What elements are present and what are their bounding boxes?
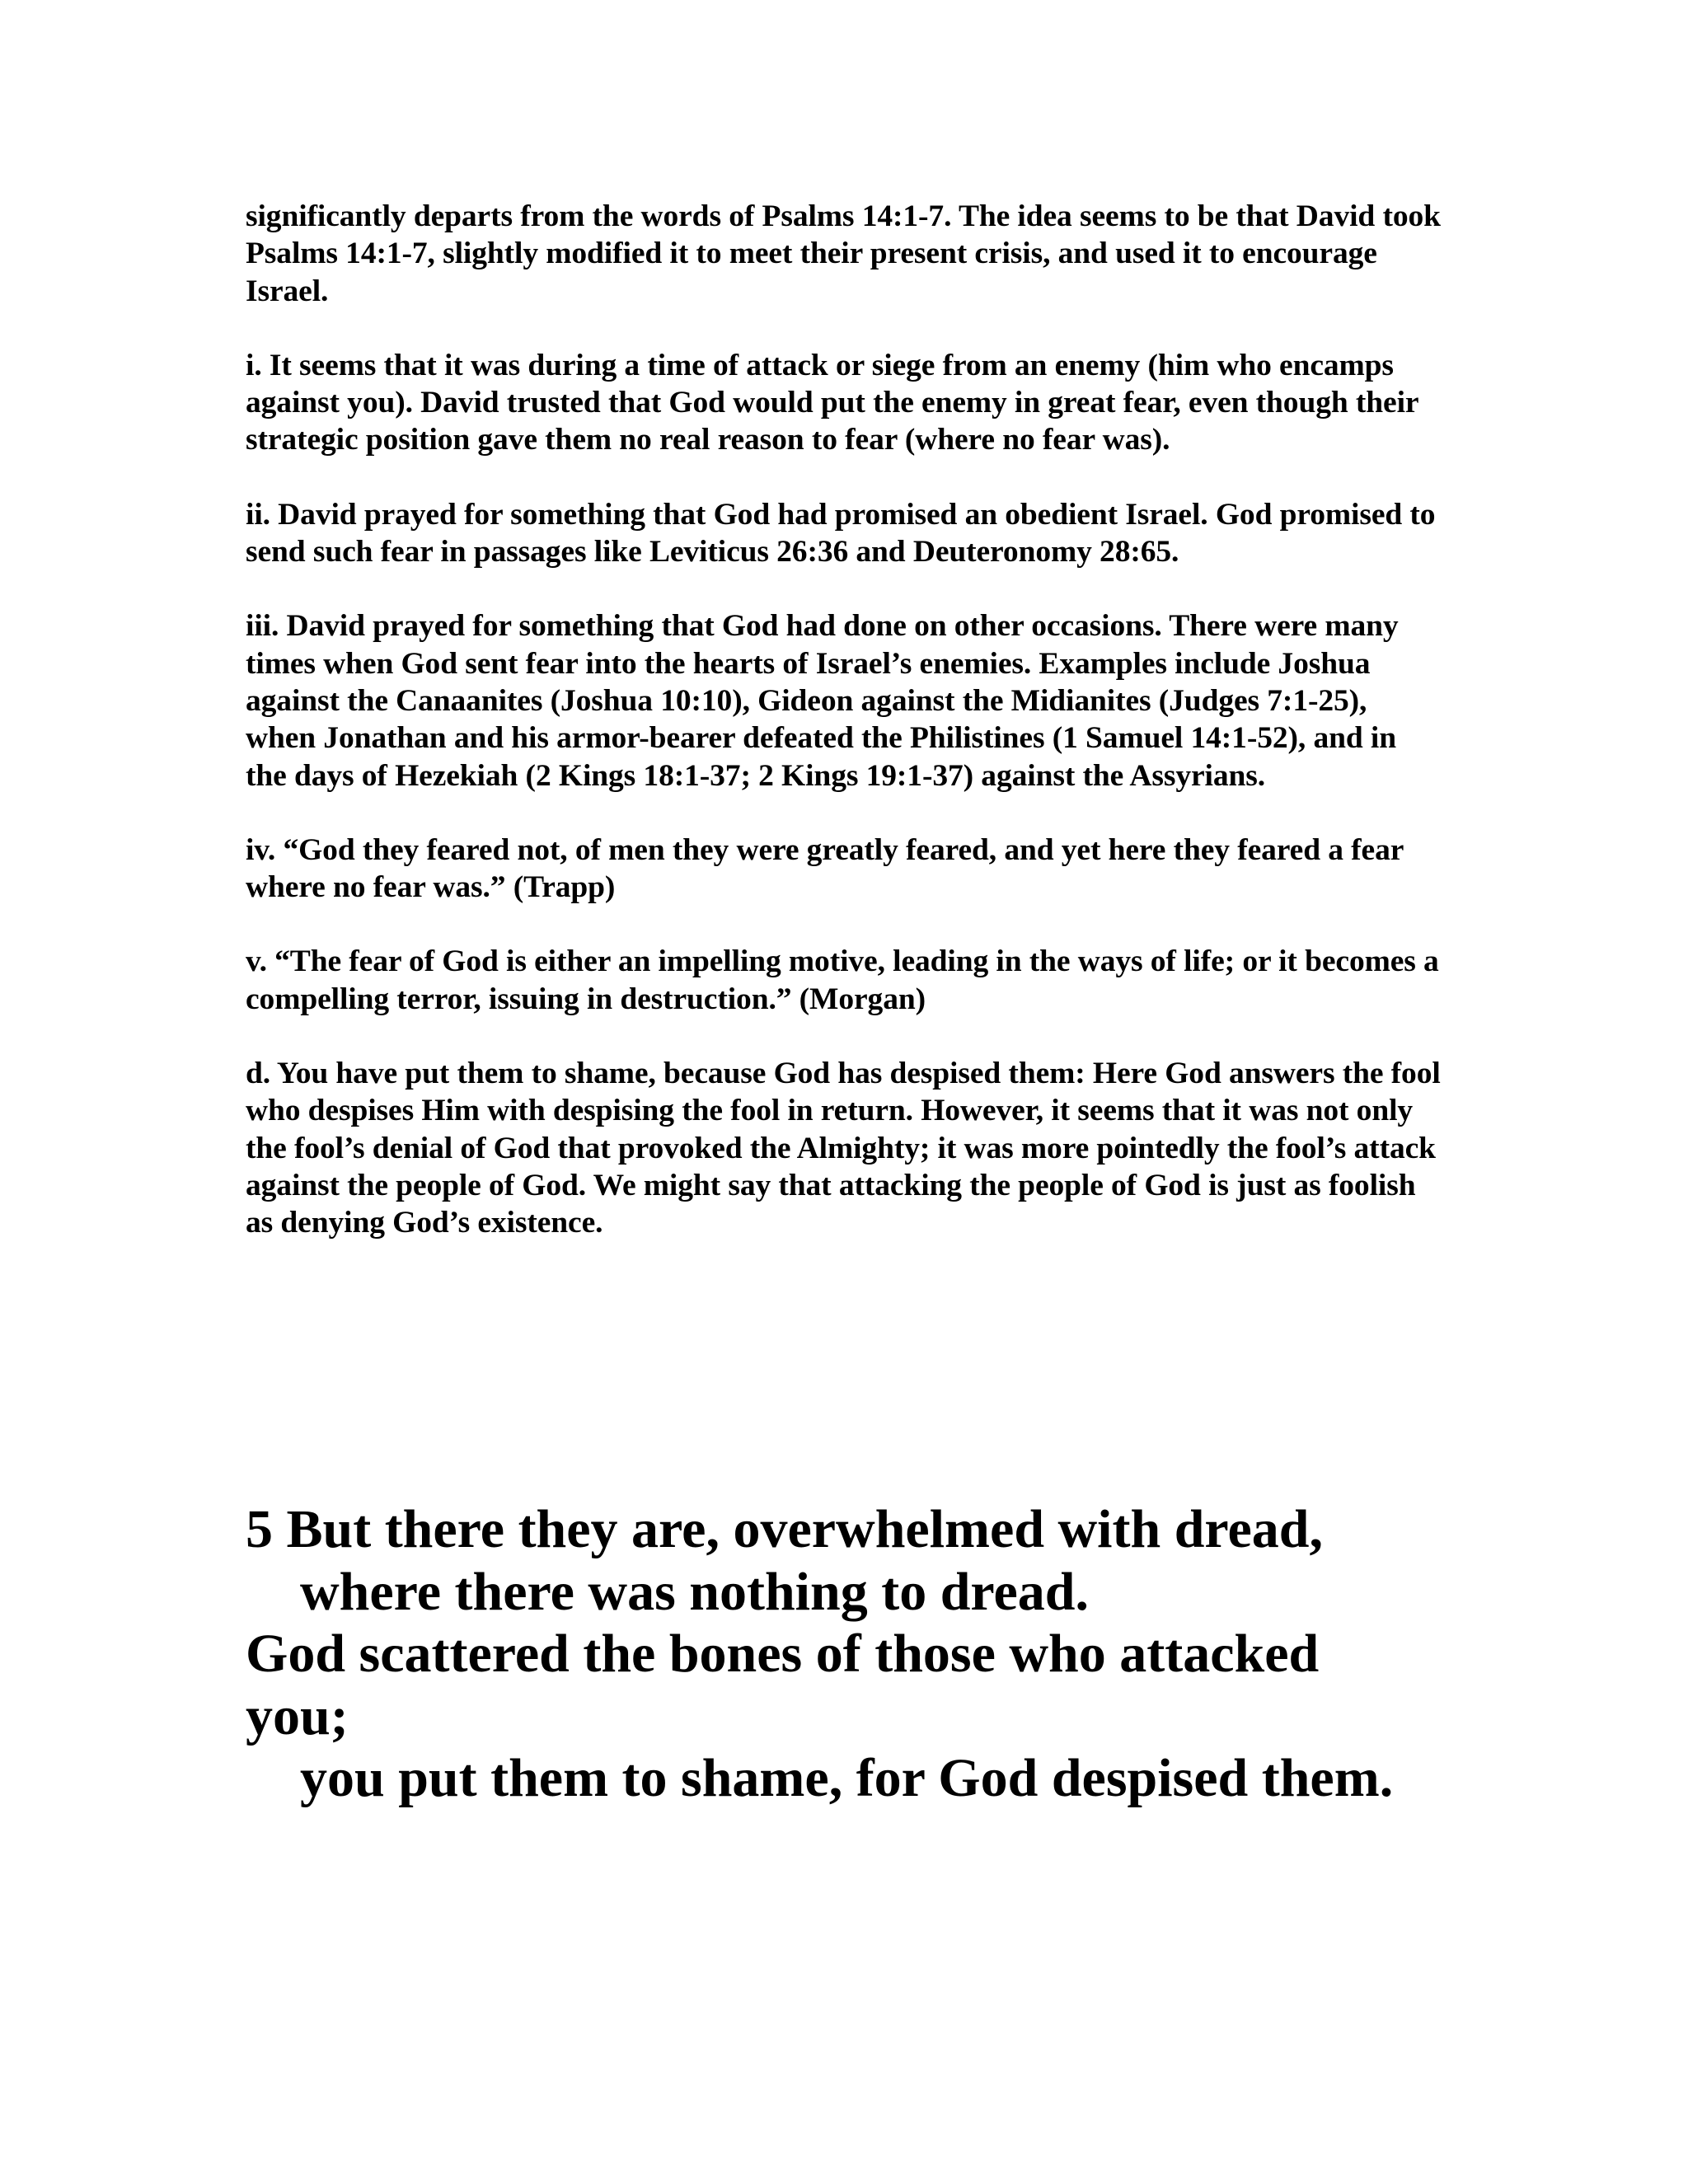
scripture-verse-5 [246,1498,1449,1810]
verse-line-1: 5 But there they are, overwhelmed with dread, [246,1499,1324,1559]
verse-line-3: God scattered the bones of those who attacked [246,1624,1320,1684]
commentary-paragraph-ii: ii. David prayed for something that God had promised an obedient Israel. God promised to send such fear in passages like Leviticus 26:36 and Deuteronomy 28:65. [246,497,1436,569]
verse-line-4: you; [246,1685,349,1746]
verse-line-5: you put them to shame, for God despised them. [300,1748,1394,1808]
commentary-paragraph-d: d. You have put them to shame, because God has despised them: Here God answers the fool who despises Him with despising the fool in return. However, it seems that it was not only the fool’s denial of God that provoked the Almighty; it was more pointedly the fool’s attack against the people of God. We might say that attacking the people of God is just as foolish as denying God’s existence. [246,1057,1441,1240]
commentary-paragraph-v: v. “The fear of God is either an impelling motive, leading in the ways of life; or it becomes a compelling terror, issuing in destruction.” (Morgan) [246,944,1439,1016]
commentary-section [246,198,1441,1279]
commentary-paragraph-continuation: significantly departs from the words of Psalms 14:1-7. The idea seems to be that David took Psalms 14:1-7, slightly modified it to meet their present crisis, and used it to encourage Israel. [246,199,1441,308]
commentary-paragraph-i: i. It seems that it was during a time of attack or siege from an enemy (him who encamps against you). David trusted that God would put the enemy in great fear, even though their strategic position gave them no real reason to fear (where no fear was). [246,348,1418,457]
commentary-paragraph-iii: iii. David prayed for something that God had done on other occasions. There were many times when God sent fear into the hearts of Israel’s enemies. Examples include Joshua against the Canaanites (Joshua 10:10), Gideon against the Midianites (Judges 7:1-25), when Jonathan and his armor-bearer defeated the Philistines (1 Samuel 14:1-52), and in the days of Hezekiah (2 Kings 18:1-37; 2 Kings 19:1-37) against the Assyrians. [246,609,1399,793]
verse-line-2: where there was nothing to dread. [300,1561,1089,1622]
commentary-paragraph-iv: iv. “God they feared not, of men they were greatly feared, and yet here they feared a fear where no fear was.” (Trapp) [246,832,1404,905]
